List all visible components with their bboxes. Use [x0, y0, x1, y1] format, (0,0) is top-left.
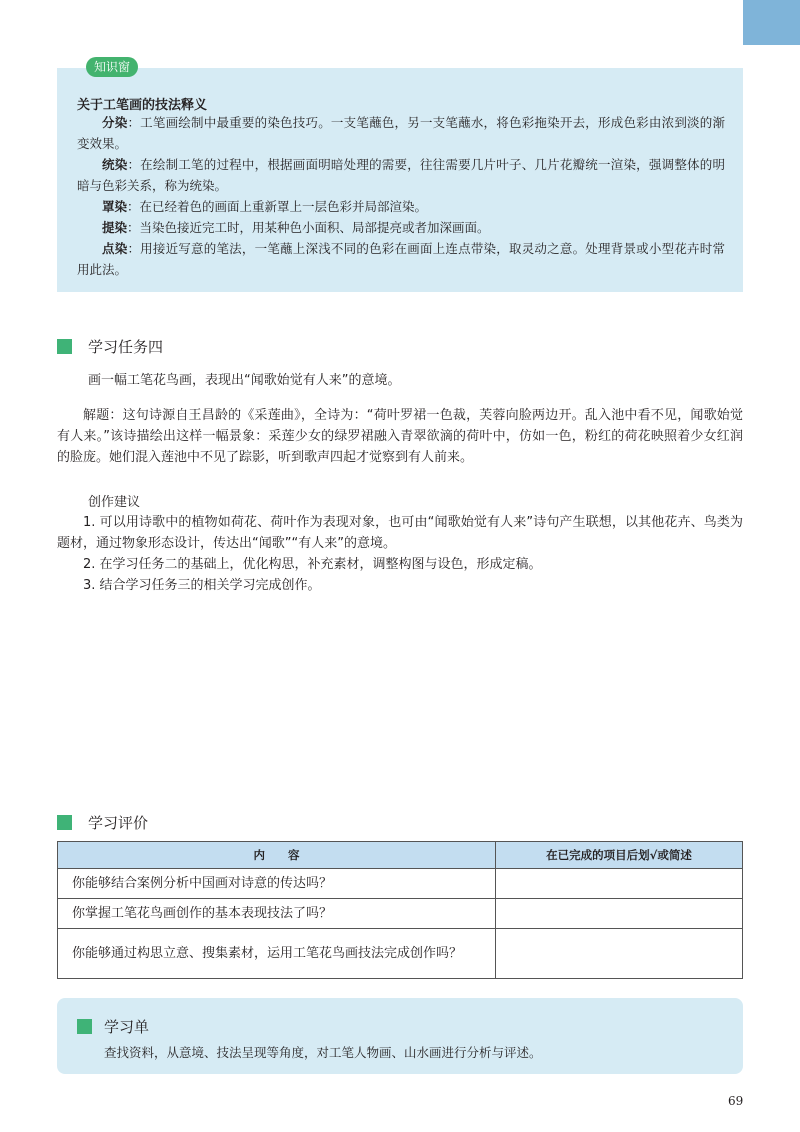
technique-item: 统染：在绘制工笔的过程中，根据画面明暗处理的需要，往往需要几片叶子、几片花瓣统一渲染，强调整体的明暗与色彩关系，称为统染。: [77, 157, 725, 193]
technique-item: 点染：用接近写意的笔法，一笔蘸上深浅不同的色彩在画面上连点带染，取灵动之意。处理背景或小型花卉时常用此法。: [77, 241, 725, 277]
study-sheet-title: 学习单: [104, 1018, 150, 1036]
advice-list: [57, 512, 743, 596]
knowledge-window-tag: 知识窗: [86, 57, 138, 77]
section-marker-icon: [57, 339, 72, 354]
technique-item: 罩染：在已经着色的画面上重新罩上一层色彩并局部渲染。: [102, 199, 428, 214]
task4-explanation: 解题：这句诗源自王昌龄的《采莲曲》，全诗为：“荷叶罗裙一色裁，芙蓉向脸两边开。乱入池中看不见，闻歌始觉有人来。”该诗描绘出这样一幅景象：采莲少女的绿罗裙融入青翠欲滴的荷叶中，仿如一色，粉红的荷花映照着少女红润的脸庞。她们混入莲池中不见了踪影，听到歌声四起才觉察到有人前来。: [57, 408, 743, 465]
table-row: [58, 869, 743, 899]
evaluation-title: 学习评价: [88, 814, 149, 832]
page-number: 69: [728, 1094, 744, 1108]
table-cell-question: 你能够通过构思立意、搜集素材，运用工笔花鸟画技法完成创作吗？: [58, 929, 496, 979]
section-marker-icon: [77, 1019, 92, 1034]
advice-item: 3. 结合学习任务三的相关学习完成创作。: [83, 578, 321, 593]
technique-item: 提染：当染色接近完工时，用某种色小面积、局部提亮或者加深画面。: [102, 220, 490, 235]
table-cell-question: 你能够结合案例分析中国画对诗意的传达吗？: [58, 869, 496, 899]
column-header-completion: 在已完成的项目后划√或简述: [496, 842, 743, 869]
advice-title: 创作建议: [88, 495, 141, 510]
knowledge-window-body: [77, 112, 725, 280]
column-header-content: 内 容: [58, 842, 496, 869]
advice-item: 2. 在学习任务二的基础上，优化构思，补充素材，调整构图与设色，形成定稿。: [83, 557, 542, 572]
task4-title: 学习任务四: [88, 338, 164, 356]
evaluation-table: [57, 841, 743, 979]
study-sheet-text: 查找资料，从意境、技法呈现等角度，对工笔人物画、山水画进行分析与评述。: [104, 1045, 542, 1060]
knowledge-window-title: 关于工笔画的技法释义: [77, 98, 208, 113]
table-cell-answer[interactable]: [496, 929, 743, 979]
table-header-row: [58, 842, 743, 869]
task4-instruction: 画一幅工笔花鸟画，表现出“闻歌始觉有人来”的意境。: [88, 373, 401, 388]
advice-item: 1. 可以用诗歌中的植物如荷花、荷叶作为表现对象，也可由“闻歌始觉有人来”诗句产生联想，以其他花卉、鸟类为题材，通过物象形态设计，传达出“闻歌”“有人来”的意境。: [57, 515, 743, 551]
study-sheet-box: [57, 998, 743, 1074]
table-cell-answer[interactable]: [496, 869, 743, 899]
corner-tab: [743, 0, 800, 45]
section-marker-icon: [57, 815, 72, 830]
table-cell-answer[interactable]: [496, 899, 743, 929]
table-row: [58, 899, 743, 929]
table-row: [58, 929, 743, 979]
technique-item: 分染：工笔画绘制中最重要的染色技巧。一支笔蘸色，另一支笔蘸水，将色彩拖染开去，形成色彩由浓到淡的渐变效果。: [77, 115, 725, 151]
table-cell-question: 你掌握工笔花鸟画创作的基本表现技法了吗？: [58, 899, 496, 929]
